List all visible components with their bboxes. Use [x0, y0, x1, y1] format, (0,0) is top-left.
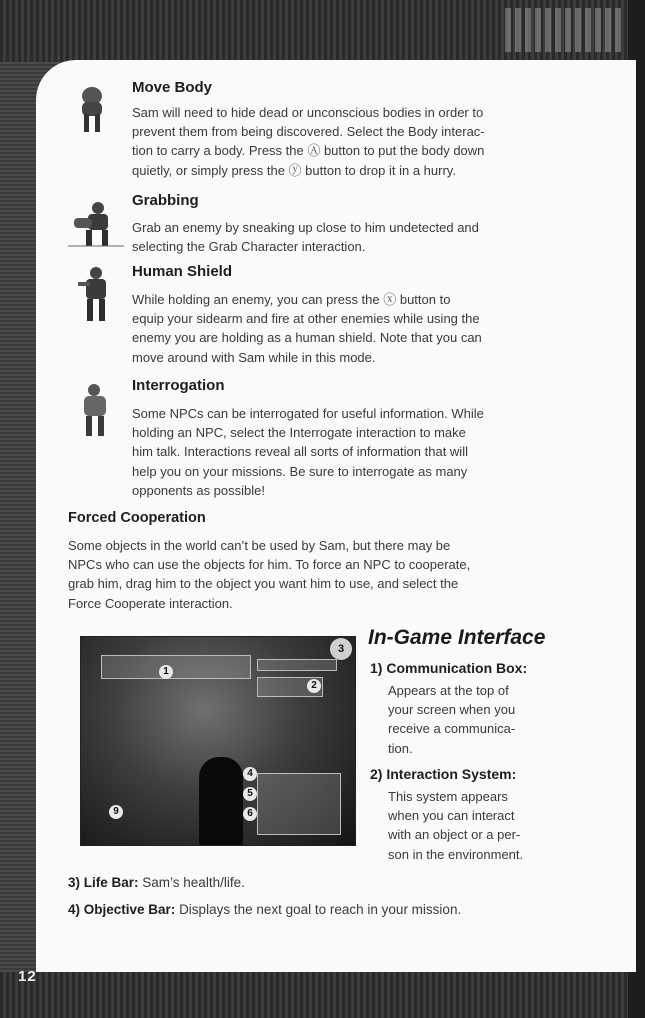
callout-3: 3: [330, 638, 352, 660]
screenshot-objective-bar: [257, 659, 337, 671]
interaction-system-label: 2) Interaction System:: [370, 766, 517, 782]
grabbing-figure-icon: [68, 200, 124, 248]
objective-bar-item: 4) Objective Bar: Displays the next goal to reach in your mission.: [68, 902, 462, 917]
forced-cooperation-text: Some objects in the world can’t be used by Sam, but there may be NPCs who can use the objects for him. To force an NPC to cooperate, grab him, drag him to the object you want him to use, and select the Force Cooperate interaction.: [68, 538, 471, 611]
page-number: 12: [18, 968, 37, 985]
interface-title: In-Game Interface: [368, 626, 546, 649]
screenshot-character-silhouette: [199, 757, 243, 846]
communication-box-text: Appears at the top of your screen when you receive a communica- tion.: [388, 683, 516, 756]
entry-text-grabbing: Grab an enemy by sneaking up close to him undetected and selecting the Grab Character interaction.: [132, 220, 479, 255]
human-shield-figure-icon: [78, 266, 114, 324]
entry-text-interrogation: Some NPCs can be interrogated for useful information. While holding an NPC, select the Interrogate interaction to make him talk. Interactions reveal all sorts of information that will help you on your missions. Be sure to interrogate as many opponents as possible!: [132, 406, 484, 498]
entry-title-move-body: Move Body: [132, 79, 213, 96]
entry-text-human-shield: While holding an enemy, you can press the ⓧ button to equip your sidearm and fire at other enemies while using the enemy you are holding as a human shield. Note that you can move around with Sam while in this mode.: [132, 292, 482, 365]
interrogation-figure-icon: [78, 382, 112, 438]
game-screenshot: 1 2 4 5 6 9: [80, 636, 356, 846]
entry-text-move-body: Sam will need to hide dead or unconscious bodies in order to prevent them from being discovered. Select the Body interac- tion to carry a body. Press the Ⓐ button to put the body down quietly, or simply press the ⓨ button to drop it in a hurry.: [132, 105, 485, 178]
interaction-system-text: This system appears when you can interact with an object or a per- son in the environment.: [388, 789, 524, 862]
forced-cooperation-title: Forced Cooperation: [68, 510, 206, 526]
life-bar-item: 3) Life Bar: Sam’s health/life.: [68, 875, 245, 890]
entry-title-human-shield: Human Shield: [132, 263, 233, 280]
move-body-figure-icon: [72, 84, 112, 136]
entry-title-interrogation: Interrogation: [132, 377, 225, 394]
entry-title-grabbing: Grabbing: [132, 192, 199, 209]
bottom-decorative-bar: [0, 972, 645, 1018]
screenshot-interaction-menu: [257, 773, 341, 835]
screenshot-communication-box: [101, 655, 251, 679]
communication-box-label: 1) Communication Box:: [370, 660, 528, 676]
top-decorative-bar: [0, 0, 645, 62]
